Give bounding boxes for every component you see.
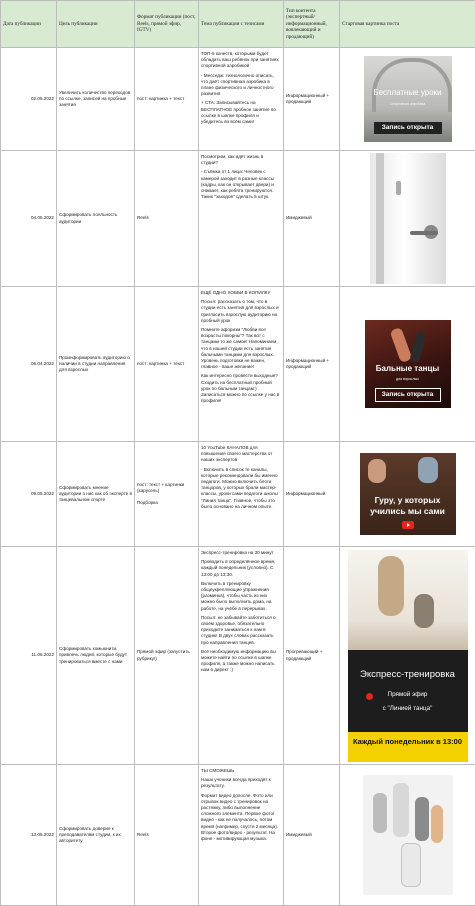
cell-topic <box>199 151 284 287</box>
header-image: Стартовая картинка поста <box>340 1 475 48</box>
post-image-free-lessons[interactable] <box>364 56 452 142</box>
topic-line: Включить в тренировку общеукрепляющие упражнения (разминка), чтобы часть из них можно было выполнить дома, на работе, на учёбе в перерывах. <box>201 580 272 611</box>
cell-format: Reels <box>135 151 199 287</box>
door-handle-shape <box>410 231 438 235</box>
image-subcaption: Прямой эфир <box>387 690 428 698</box>
dancer-shape <box>373 793 387 833</box>
cell-date: 13.05.2022 <box>1 765 57 906</box>
image-button: Запись открыта <box>374 122 442 134</box>
header-goal: Цель публикации <box>57 1 135 48</box>
cell-date: 04.05.2022 <box>1 151 57 287</box>
cell-image <box>340 287 475 442</box>
dancer-shape <box>415 797 429 841</box>
schedule-banner: Каждый понедельник в 13:00 <box>348 732 468 762</box>
topic-line: Наши ученики всегда приходят к результату. <box>201 777 271 789</box>
cell-format: Reels <box>135 765 199 906</box>
header-format: Формат публикации (пост, Reels, прямой эфир, IGTV) <box>135 1 199 48</box>
youtube-icon <box>402 521 414 529</box>
post-image-express-training[interactable] <box>348 550 468 762</box>
cell-image <box>340 765 475 906</box>
cell-image <box>340 547 475 765</box>
cell-topic <box>199 287 284 442</box>
cell-topic <box>199 547 284 765</box>
cell-format: пост: картинка + текст <box>135 287 199 442</box>
cell-date: 02.05.2022 <box>1 48 57 151</box>
topic-line: Посыл: не забывайте заботиться о своём здоровье, обязательно приходите заниматься к нам в студию! В двух словах рассказать про направления танцев. <box>201 614 276 645</box>
training-photo <box>348 550 468 650</box>
door-frame-shape <box>376 153 384 284</box>
cell-goal: Сформировать лояльность аудитории <box>57 151 135 287</box>
topic-line: + CTA: Записывайтесь на БЕСПЛАТНОЕ пробное занятие по ссылке в шапке профиля и убедитесь во всём сами! <box>201 100 276 125</box>
dancer-shape <box>431 805 443 843</box>
cell-image <box>340 442 475 547</box>
cell-topic <box>199 442 284 547</box>
header-row <box>1 1 475 48</box>
table-row <box>1 442 475 547</box>
image-caption: Бальные танцы <box>375 364 440 373</box>
cell-image <box>340 151 475 287</box>
format-line: пост: текст + картинки (карусель) <box>137 482 185 494</box>
topic-line: Как интересно провести выходные? Сходить на бесплатный пробный урок по бальным танцам:) Записаться можно по ссылке у нас в профиле! <box>201 373 280 404</box>
image-subcaption: для взрослых <box>396 377 419 381</box>
post-image-ballroom[interactable] <box>365 320 451 408</box>
cell-topic <box>199 765 284 906</box>
topic-line: Экспресс-тренировка на 30 минут <box>201 550 274 555</box>
cell-goal: Проинформировать аудиторию о наличии в студии направления для взрослых <box>57 287 135 442</box>
topic-line: - Включить в список те каналы, которые рекомендовали бы именно педагоги. Можно включить блоги танцоров, у которых брали мастер-классы, уроки сами педагоги школы "Линия танца". Главное, чтобы это было основано на личном опыте. <box>201 466 278 509</box>
door-hinge-shape <box>396 181 401 195</box>
cell-type: Информационный + продающий <box>284 48 340 151</box>
table-row <box>1 547 475 765</box>
cell-goal: Сформировать комьюнити, привлечь людей, которые будут тренироваться вместе с нами <box>57 547 135 765</box>
dancer-shape <box>409 331 426 363</box>
topic-line: Всё необходимую информацию вы можете найти по ссылке в шапке профиля, а также можно написать нам в директ :) <box>201 648 276 673</box>
image-button: Запись открыта <box>375 388 441 402</box>
header-topic: Тема публикации с тезисами <box>199 1 284 48</box>
post-image-guru[interactable] <box>360 453 456 535</box>
post-image-dancers[interactable] <box>363 775 453 895</box>
cell-goal: Сформировать доверие к преподавателям студии, к их авторитету <box>57 765 135 906</box>
topic-line: Посмотрим, как идёт жизнь в студии? <box>201 154 264 166</box>
format-line: Подборка <box>137 499 158 505</box>
cell-type: Информационный + продающий <box>284 287 340 442</box>
cell-date: 11.05.2022 <box>1 547 57 765</box>
topic-line: Посыл: рассказать о том, что в студии есть занятия для взрослых и пригласить взрослую аудиторию на пробный урок <box>201 299 279 323</box>
header-type: Тип контента (экспертный/ информационный, вовлекающий и продающий) <box>284 1 340 48</box>
topic-line: Проводить в определённое время, каждый понедельник (условно). С 13:00 до 13:30. <box>201 559 276 577</box>
cell-topic <box>199 48 284 151</box>
cell-image <box>340 48 475 151</box>
cell-goal: Сформировать мнение аудитории о нас как об эксперте в танцевальном спорте <box>57 442 135 547</box>
table-row <box>1 287 475 442</box>
dancer-shape <box>393 783 409 837</box>
topic-line: Помните афоризм "Любви все возрасты покорны"? Так вот с танцами то же самое! Напоминаем, что в нашей студии есть занятия бальными танцами для взрослых. Уровень подготовки не важен, главное - ваше желание! <box>201 327 278 370</box>
cell-format: Прямой эфир (запустить рубрику!) <box>135 547 199 765</box>
cell-format: пост: картинка + текст <box>135 48 199 151</box>
cell-type: Информационный <box>284 442 340 547</box>
table-row <box>1 48 475 151</box>
cell-type: Прогревающий + продающий <box>284 547 340 765</box>
topic-line: - Месседж: технологично описать, что даёт спортивная аэробика в плане физического и личностного развития <box>201 72 274 97</box>
image-subcaption: Спортивная аэробика <box>389 102 426 106</box>
header-date: Дата публикации <box>1 1 57 48</box>
topic-line: - Съёмка от 1 лица: Человек с камерой заходит в разные классы (кадры, как он открывает двери) и снимает, как ребята тренируются. Таких "заходов" сделать 5 штук. <box>201 169 275 200</box>
image-caption: Экспресс-тренировка <box>360 668 455 680</box>
dancer-shape <box>389 327 412 363</box>
topic-line: Формат видео допосле. Фото или отрывок видео с тренировок на растяжку, либо выполнение сложного элемента. Первое фото/видео - как не получалось, потом время (например, спустя 2 месяца). Второе фото/видео - результат. На фоне - мотивирующая музыка. <box>201 792 279 842</box>
topic-line: 10 YouTube КАНАЛОВ для повышения своего мастерства от наших экспертов <box>201 445 273 463</box>
cell-type: Имиджевый <box>284 765 340 906</box>
table-row <box>1 765 475 906</box>
cell-goal: Увеличить количество переходов по ссылке, записей на пробные занятия <box>57 48 135 151</box>
cell-type: Имиджевый <box>284 151 340 287</box>
image-caption: Бесплатные уроки <box>373 88 442 97</box>
kid-shape <box>368 459 386 483</box>
cell-date: 06.04.2022 <box>1 287 57 442</box>
topic-line: ЕЩЁ ОДНО ХОББИ В КОПИЛКУ <box>201 290 271 295</box>
child-shape <box>414 594 434 628</box>
cell-format <box>135 442 199 547</box>
table-row <box>1 151 475 287</box>
dancer-shape <box>401 843 421 887</box>
image-subcaption: с "Линией танца" <box>382 704 433 712</box>
topic-line: ТОП-5 качеств, которыми будет обладать ваш ребёнок при занятиях спортивной аэробикой <box>201 51 279 69</box>
cell-date: 09.05.2022 <box>1 442 57 547</box>
topic-line: ТЫ СМОЖЕШЬ <box>201 768 235 773</box>
post-image-door[interactable] <box>370 153 446 284</box>
kid-shape <box>418 457 438 483</box>
trainer-shape <box>378 556 404 616</box>
image-caption: Гуру, у которых учились мы сами <box>370 495 445 516</box>
